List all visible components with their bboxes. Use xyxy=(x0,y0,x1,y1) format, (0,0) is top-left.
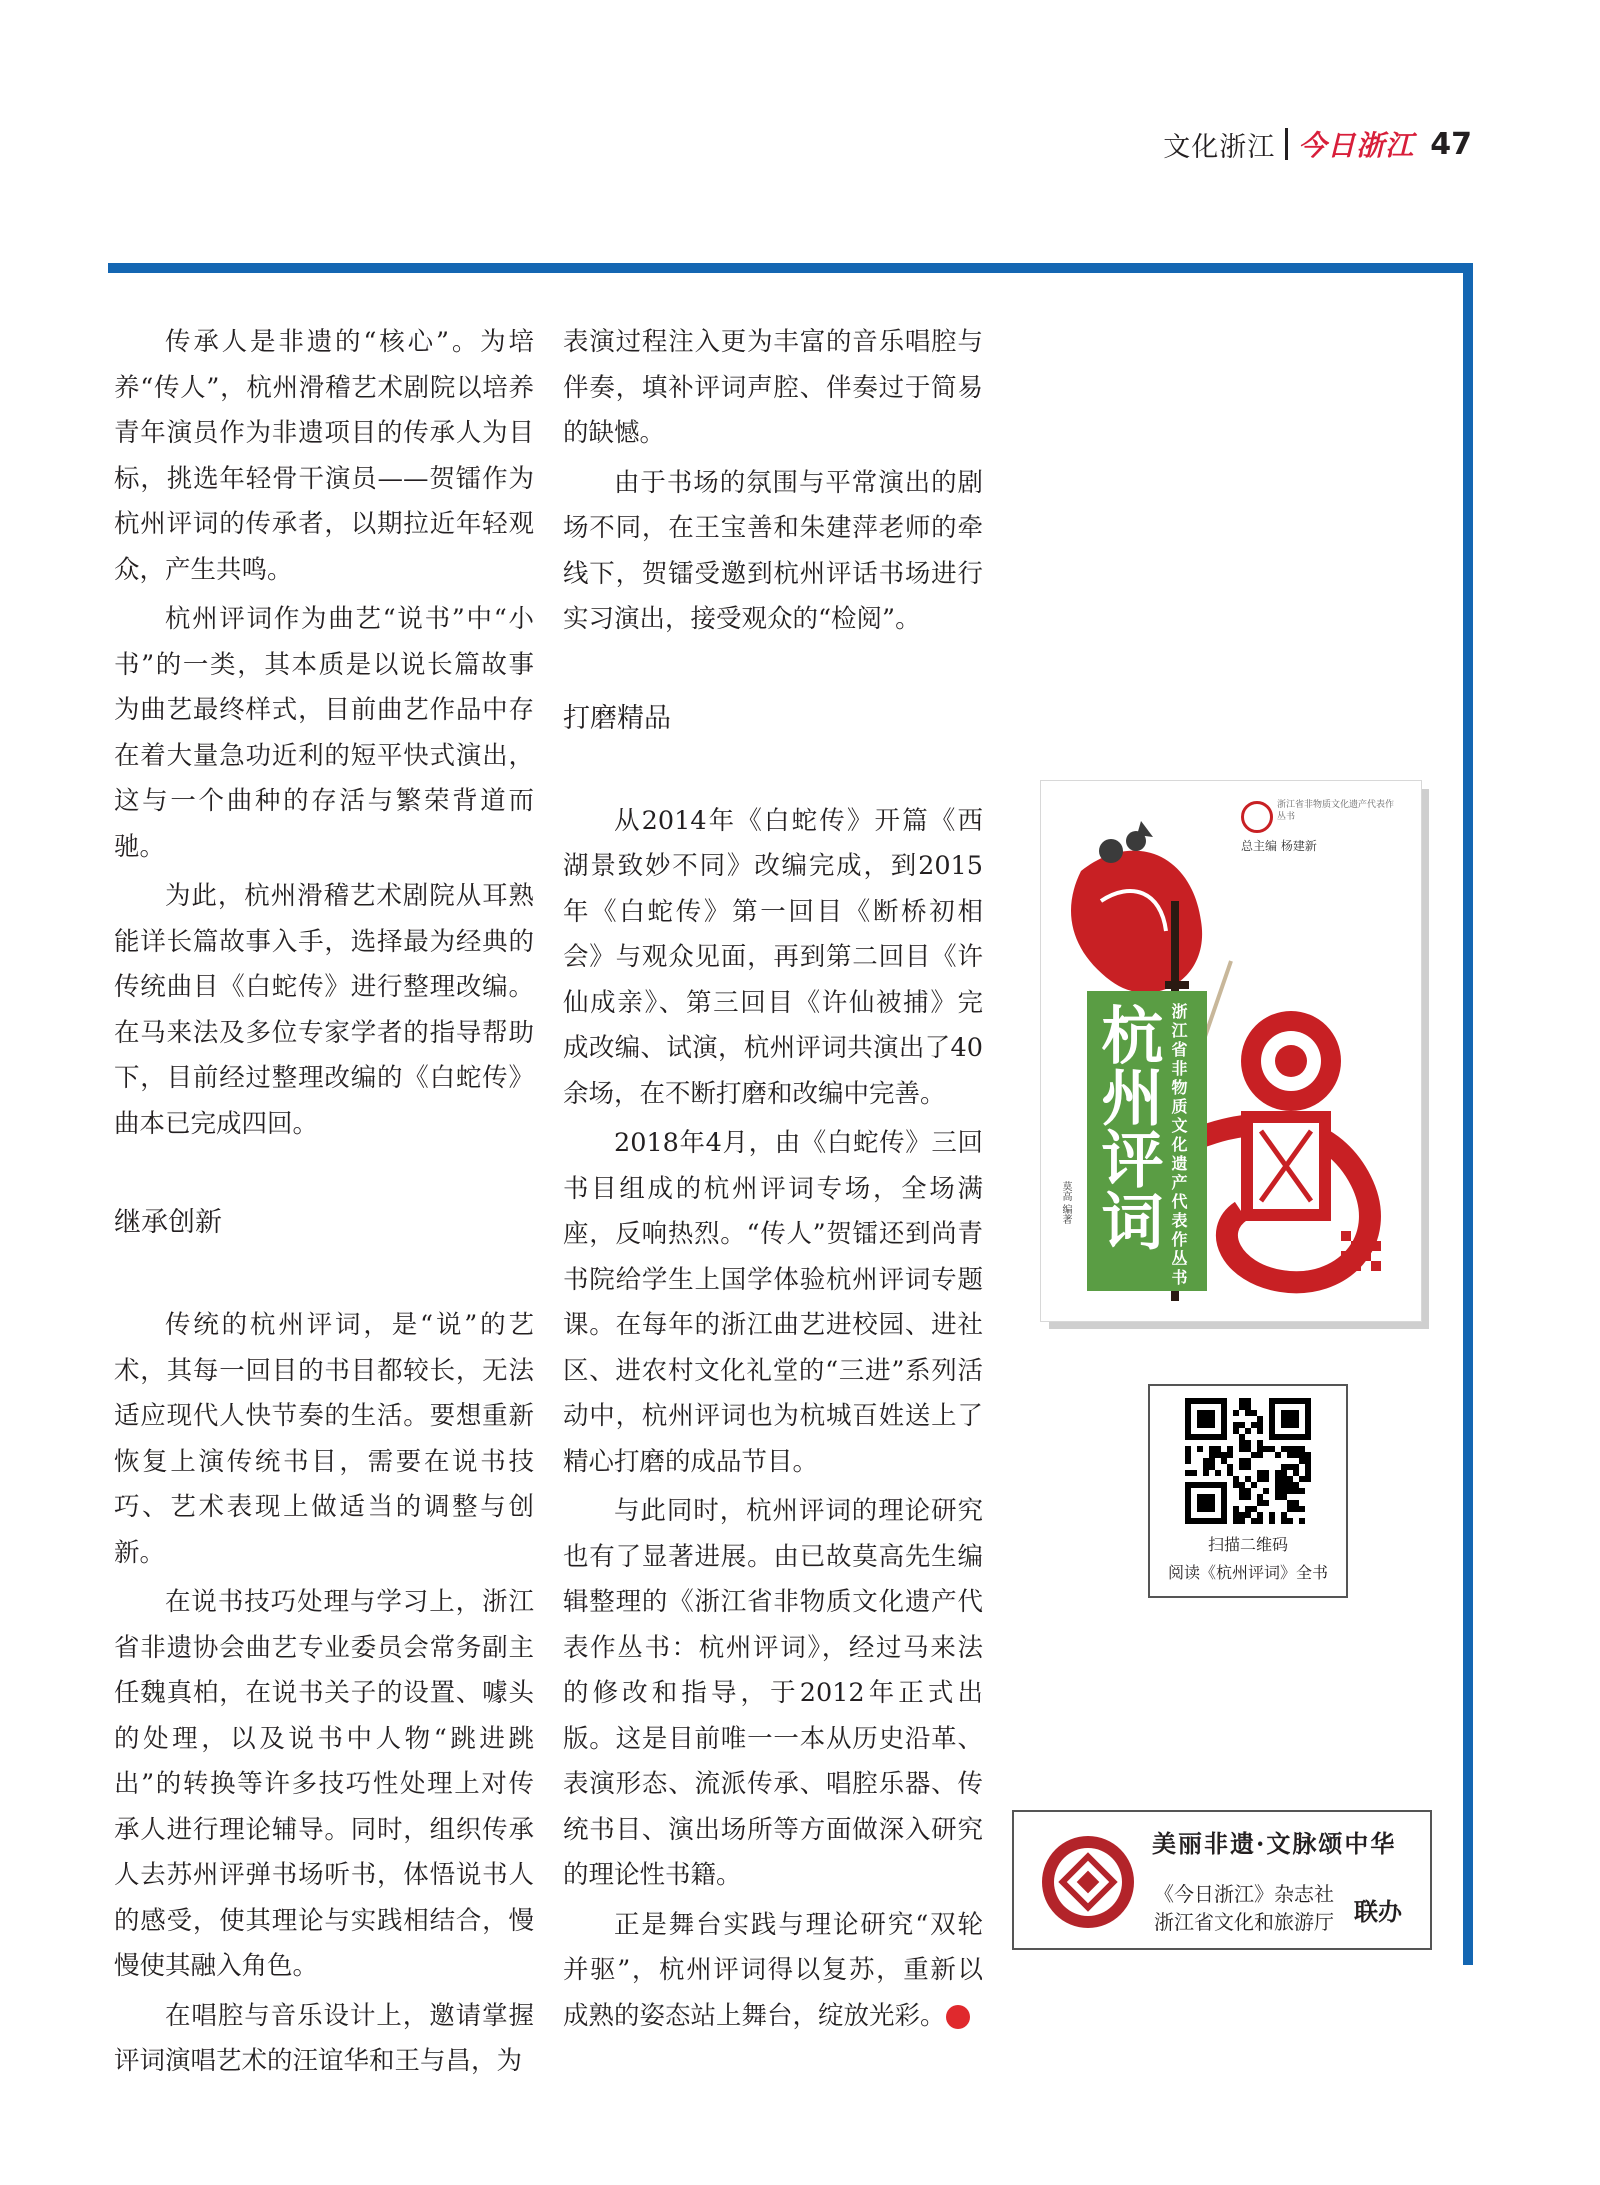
section-name: 文化浙江 xyxy=(1163,131,1276,163)
paragraph-text: 传承人是非遗的“核心”。为培养“传人”，杭州滑稽艺术剧院以培养青年演员作为非遗项目的传承人为目标，挑选年轻骨干演员——贺镭作为杭州评词的传承者，以期拉近年轻观众，产生共鸣。 xyxy=(114,327,534,585)
qr-caption-scan: 扫描二维码 xyxy=(1207,1535,1288,1554)
body-paragraph xyxy=(563,799,983,1118)
paragraph-text: 传统的杭州评词，是“说”的艺术，其每一回目的书目都较长，无法适应现代人快节奏的生活。要想重新恢复上演传统书目，需要在说书技巧、艺术表现上做适当的调整与创新。 xyxy=(114,1310,534,1568)
body-paragraph xyxy=(563,461,983,643)
paragraph-text: 从2014年《白蛇传》开篇《西湖景致妙不同》改编完成，到2015年《白蛇传》第一回目《断桥初相会》与观众见面，再到第二回目《许仙成亲》、第三回目《许仙被捕》完成改编、试演，杭州评词共演出了40余场，在不断打磨和改编中完善。 xyxy=(563,805,983,1109)
body-paragraph xyxy=(114,320,534,593)
qr-code-image[interactable] xyxy=(1185,1398,1311,1524)
header-divider xyxy=(1285,128,1288,160)
paragraph-text: 表演过程注入更为丰富的音乐唱腔与伴奏，填补评词声腔、伴奏过于简易的缺憾。 xyxy=(563,327,983,448)
paragraph-text: 为此，杭州滑稽艺术剧院从耳熟能详长篇故事入手，选择最为经典的传统曲目《白蛇传》进行整理改编。在马来法及多位专家学者的指导帮助下，目前经过整理改编的《白蛇传》曲本已完成四回。 xyxy=(114,881,534,1139)
frame-top-rule xyxy=(108,263,1473,273)
page-header xyxy=(1163,124,1472,164)
frame-right-rule xyxy=(1463,263,1473,1965)
qr-caption-read: 阅读《杭州评词》全书 xyxy=(1167,1563,1328,1582)
paragraph-text: 与此同时，杭州评词的理论研究也有了显著进展。由已故莫高先生编辑整理的《浙江省非物质文化遗产代表作丛书：杭州评词》，经过马来法的修改和指导，于2012年正式出版。这是目前唯一一本从历史沿革、表演形态、流派传承、唱腔乐器、传统书目、演出场所等方面做深入研究的理论性书籍。 xyxy=(563,1496,983,1890)
book-series-badge xyxy=(1241,801,1273,833)
middle-column xyxy=(563,320,1012,2043)
qr-code-box xyxy=(1148,1384,1348,1598)
book-series-small: 浙江省非物质文化遗产代表作丛书 xyxy=(1277,800,1395,822)
book-title: 杭州评词 xyxy=(1091,1003,1164,1251)
partner-org-magazine: 《今日浙江》杂志社 xyxy=(1154,1882,1334,1906)
book-chief-editor: 总主编 杨建新 xyxy=(1241,839,1317,853)
body-paragraph xyxy=(114,1994,534,2085)
section-heading xyxy=(114,1203,534,1243)
paragraph-text: 在说书技巧处理与学习上，浙江省非遗协会曲艺专业委员会常务副主任魏真柏，在说书关子的设置、噱头的处理，以及说书中人物“跳进跳出”的转换等许多技巧性处理上对传承人进行理论辅导。同时，组织传承人去苏州评弹书场听书，体悟说书人的感受，使其理论与实践相结合，慢慢使其融入角色。 xyxy=(114,1587,534,1981)
intangible-heritage-logo xyxy=(1040,1834,1136,1930)
book-series: 浙江省非物质文化遗产代表作丛书 xyxy=(1169,1003,1188,1288)
section-heading xyxy=(563,699,983,739)
book-cover-image xyxy=(1040,780,1422,1322)
paragraph-text: 在唱腔与音乐设计上，邀请掌握评词演唱艺术的汪谊华和王与昌，为 xyxy=(114,2000,534,2076)
partner-org-department: 浙江省文化和旅游厅 xyxy=(1154,1910,1334,1934)
body-paragraph xyxy=(114,597,534,870)
section-heading-text: 打磨精品 xyxy=(563,702,671,734)
section-heading-text: 继承创新 xyxy=(114,1207,222,1238)
body-paragraph xyxy=(114,874,534,1147)
body-paragraph xyxy=(114,1580,534,1990)
left-column xyxy=(114,320,534,2089)
partner-slogan: 美丽非遗·文脉颂中华 xyxy=(1152,1829,1397,1858)
body-paragraph xyxy=(114,1303,534,1576)
article-end-icon: 今 xyxy=(946,2005,970,2029)
book-authors: 莫高 编著 xyxy=(1060,1181,1071,1225)
paragraph-text: 杭州评词作为曲艺“说书”中“小书”的一类，其本质是以说长篇故事为曲艺最终样式，目前曲艺作品中存在着大量急功近利的短平快式演出，这与一个曲种的存活与繁荣背道而驰。 xyxy=(114,604,534,862)
partner-joint-label: 联办 xyxy=(1354,1898,1402,1926)
magazine-logo: 今日浙江 xyxy=(1298,129,1415,162)
body-paragraph xyxy=(563,1121,983,1485)
partner-box xyxy=(1012,1810,1432,1950)
page-number: 47 xyxy=(1430,126,1472,162)
paragraph-text: 由于书场的氛围与平常演出的剧场不同，在王宝善和朱建萍老师的牵线下，贺镭受邀到杭州评话书场进行实习演出，接受观众的“检阅”。 xyxy=(563,467,983,634)
body-paragraph xyxy=(563,1903,1012,2040)
paragraph-text: 正是舞台实践与理论研究“双轮并驱”，杭州评词得以复苏，重新以成熟的姿态站上舞台，绽放光彩。 xyxy=(563,1909,983,2031)
paragraph-text: 2018年4月，由《白蛇传》三回书目组成的杭州评词专场，全场满座，反响热烈。“传人”贺镭还到尚青书院给学生上国学体验杭州评词专题课。在每年的浙江曲艺进校园、进社区、进农村文化礼堂的“三进”系列活动中，杭州评词也为杭城百姓送上了精心打磨的成品节目。 xyxy=(563,1128,983,1477)
body-paragraph xyxy=(563,1489,983,1899)
body-paragraph xyxy=(563,320,983,457)
